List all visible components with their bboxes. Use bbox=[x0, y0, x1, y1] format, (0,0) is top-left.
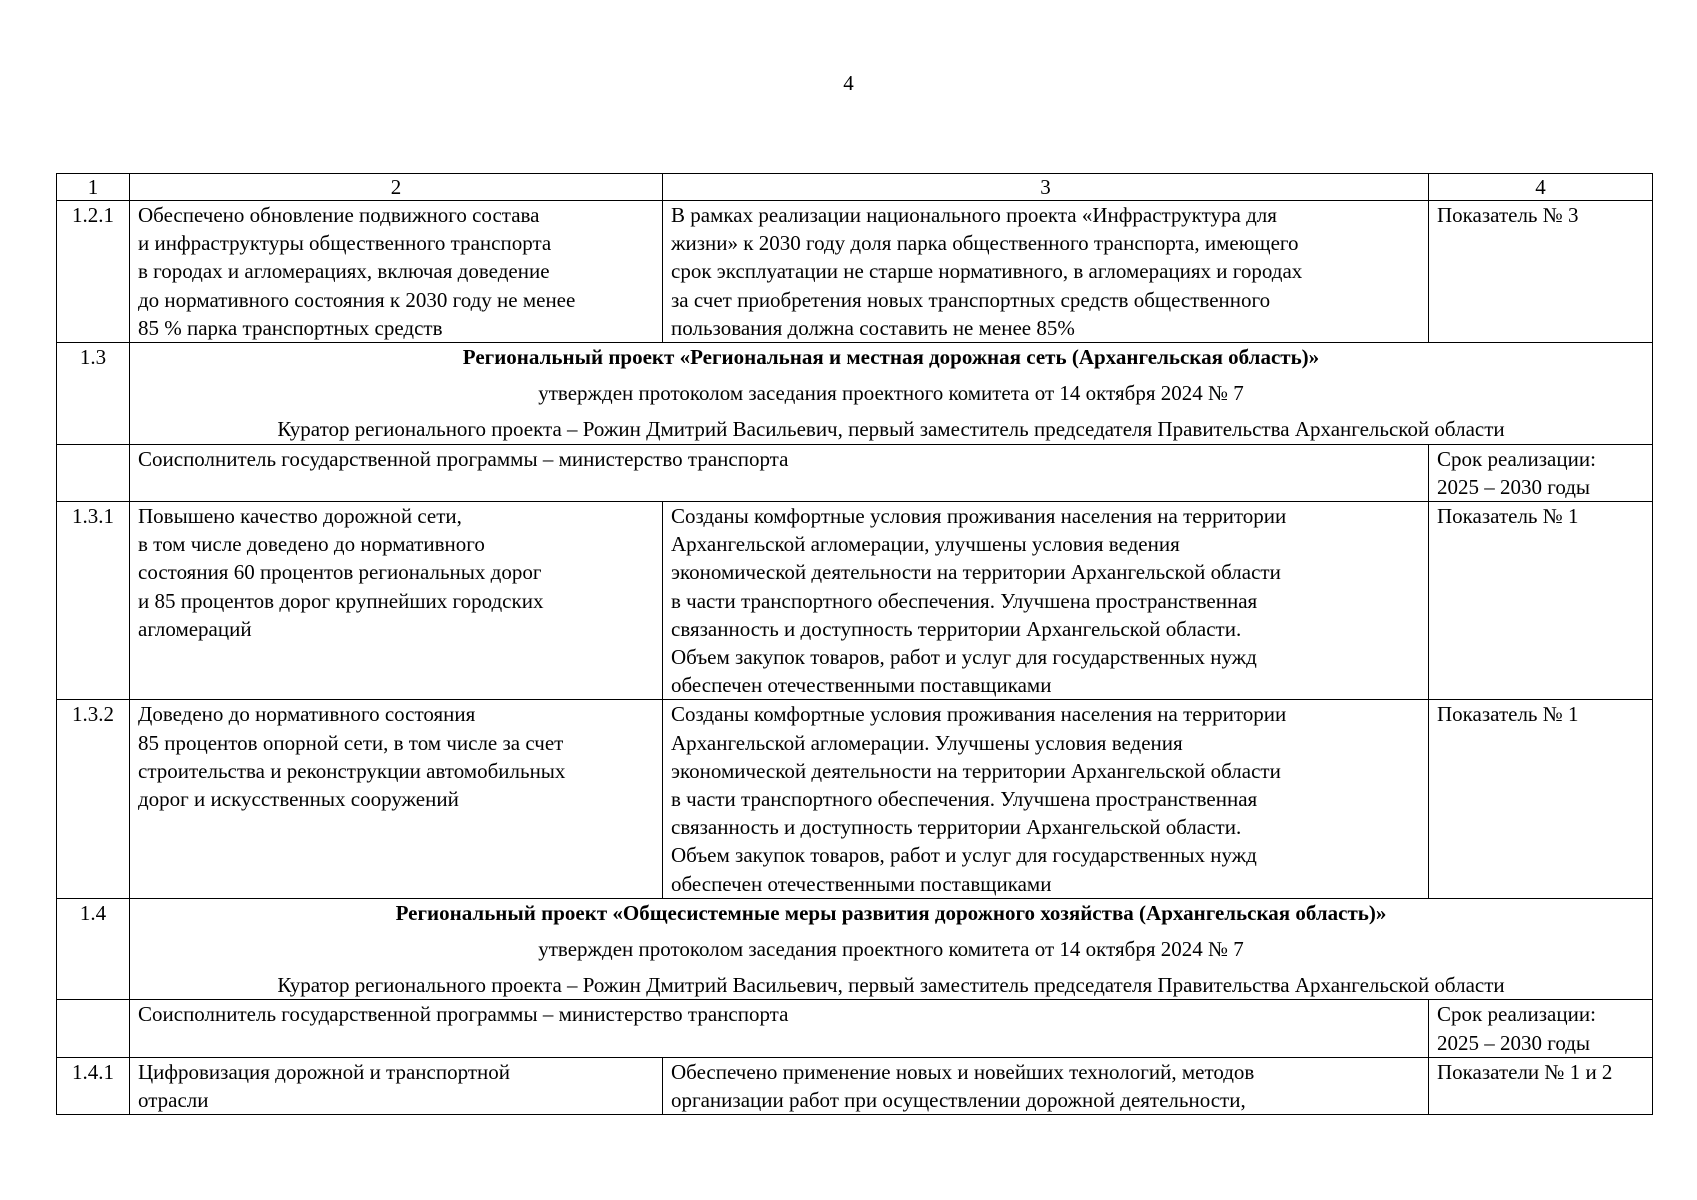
text-line: 2025 – 2030 годы bbox=[1437, 1030, 1591, 1055]
text-line: Объем закупок товаров, работ и услуг для государственных нужд bbox=[671, 843, 1257, 868]
table-row bbox=[57, 1057, 1653, 1114]
text-line: 85 процентов опорной сети, в том числе за счет bbox=[138, 730, 564, 755]
text-line: Архангельской агломерации, улучшены условия ведения bbox=[671, 532, 1180, 557]
table-row bbox=[57, 502, 1653, 700]
project-row bbox=[57, 343, 1653, 445]
task-description bbox=[130, 700, 663, 898]
indicator-link bbox=[1429, 700, 1653, 898]
text-line: в части транспортного обеспечения. Улучшена пространственная bbox=[671, 787, 1258, 812]
implementation-term bbox=[1429, 1000, 1653, 1057]
project-heading bbox=[130, 343, 1653, 445]
text-line: обеспечен отечественными поставщиками bbox=[671, 871, 1052, 896]
text-line: пользования должна составить не менее 85% bbox=[671, 315, 1075, 340]
text-line: агломераций bbox=[138, 616, 252, 641]
text-line: за счет приобретения новых транспортных средств общественного bbox=[671, 287, 1271, 312]
text-line: Показатель № 3 bbox=[1437, 203, 1579, 227]
task-description bbox=[130, 201, 663, 343]
indicator-link bbox=[1429, 201, 1653, 343]
project-title: Региональный проект «Региональная и местная дорожная сеть (Архангельская область)» bbox=[462, 345, 1320, 370]
text-line: экономической деятельности на территории Архангельской области bbox=[671, 560, 1281, 585]
expected-result bbox=[663, 700, 1429, 898]
text-line: 2025 – 2030 годы bbox=[1437, 474, 1591, 499]
text-line: и 85 процентов дорог крупнейших городских bbox=[138, 588, 544, 613]
expected-result bbox=[663, 502, 1429, 700]
text-line: Созданы комфортные условия проживания населения на территории bbox=[671, 702, 1287, 727]
text-line: отрасли bbox=[138, 1088, 209, 1113]
text-line: в том числе доведено до нормативного bbox=[138, 532, 485, 557]
text-line: Объем закупок товаров, работ и услуг для государственных нужд bbox=[671, 645, 1257, 670]
task-description bbox=[130, 1057, 663, 1114]
text-line: Показатели № 1 и 2 bbox=[1437, 1059, 1613, 1084]
text-line: Цифровизация дорожной и транспортной bbox=[138, 1059, 510, 1084]
row-number: 1.4 bbox=[57, 898, 130, 1000]
row-number: 1.4.1 bbox=[57, 1057, 130, 1114]
text-line: срок эксплуатации не старше нормативного, в агломерациях и городах bbox=[671, 259, 1303, 284]
coexecutor-row bbox=[57, 1000, 1653, 1057]
coexecutor-text: Соисполнитель государственной программы – министерство транспорта bbox=[130, 1000, 1429, 1057]
project-approval: утвержден протоколом заседания проектного комитета от 14 октября 2024 № 7 bbox=[538, 937, 1244, 962]
implementation-term bbox=[1429, 444, 1653, 501]
expected-result bbox=[663, 201, 1429, 343]
indicator-link bbox=[1429, 1057, 1653, 1114]
text-line: связанность и доступность территории Архангельской области. bbox=[671, 616, 1242, 641]
row-number: 1.3 bbox=[57, 343, 130, 445]
text-line: 85 % парка транспортных средств bbox=[138, 315, 443, 340]
header-col-2: 2 bbox=[130, 174, 663, 201]
text-line: Показатель № 1 bbox=[1437, 702, 1579, 727]
page-number: 4 bbox=[843, 71, 854, 95]
text-line: дорог и искусственных сооружений bbox=[138, 787, 459, 812]
text-line: связанность и доступность территории Архангельской области. bbox=[671, 815, 1242, 840]
text-line: экономической деятельности на территории Архангельской области bbox=[671, 758, 1281, 783]
text-line: жизни» к 2030 году доля парка общественного транспорта, имеющего bbox=[671, 231, 1299, 256]
text-line: Доведено до нормативного состояния bbox=[138, 702, 476, 727]
text-line: В рамках реализации национального проекта «Инфраструктура для bbox=[671, 203, 1277, 227]
text-line: Обеспечено обновление подвижного состава bbox=[138, 203, 540, 227]
empty-number-cell bbox=[57, 1000, 130, 1057]
text-line: и инфраструктуры общественного транспорта bbox=[138, 231, 552, 256]
text-line: Срок реализации: bbox=[1437, 446, 1596, 471]
text-line: Показатель № 1 bbox=[1437, 504, 1579, 529]
project-row bbox=[57, 898, 1653, 1000]
table-header-row bbox=[57, 174, 1653, 201]
text-line: Архангельской агломерации. Улучшены условия ведения bbox=[671, 730, 1183, 755]
text-line: Срок реализации: bbox=[1437, 1002, 1596, 1027]
empty-number-cell bbox=[57, 444, 130, 501]
table-row bbox=[57, 201, 1653, 343]
text-line: обеспечен отечественными поставщиками bbox=[671, 673, 1052, 698]
text-line: организации работ при осуществлении дорожной деятельности, bbox=[671, 1088, 1246, 1113]
header-col-1: 1 bbox=[57, 174, 130, 201]
task-description bbox=[130, 502, 663, 700]
project-curator: Куратор регионального проекта – Рожин Дмитрий Васильевич, первый заместитель председателя Правительства Архангельской области bbox=[277, 973, 1505, 998]
row-number: 1.2.1 bbox=[57, 201, 130, 343]
table-row bbox=[57, 700, 1653, 898]
header-col-3: 3 bbox=[663, 174, 1429, 201]
coexecutor-text: Соисполнитель государственной программы – министерство транспорта bbox=[130, 444, 1429, 501]
text-line: в части транспортного обеспечения. Улучшена пространственная bbox=[671, 588, 1258, 613]
project-title: Региональный проект «Общесистемные меры развития дорожного хозяйства (Архангельская область)» bbox=[395, 900, 1387, 925]
header-col-4: 4 bbox=[1429, 174, 1653, 201]
document-table bbox=[56, 173, 1653, 1115]
text-line: в городах и агломерациях, включая доведение bbox=[138, 259, 550, 284]
project-curator: Куратор регионального проекта – Рожин Дмитрий Васильевич, первый заместитель председателя Правительства Архангельской области bbox=[277, 417, 1505, 442]
text-line: Созданы комфортные условия проживания населения на территории bbox=[671, 504, 1287, 529]
row-number: 1.3.2 bbox=[57, 700, 130, 898]
row-number: 1.3.1 bbox=[57, 502, 130, 700]
indicator-link bbox=[1429, 502, 1653, 700]
coexecutor-row bbox=[57, 444, 1653, 501]
text-line: состояния 60 процентов региональных дорог bbox=[138, 560, 542, 585]
text-line: Обеспечено применение новых и новейших технологий, методов bbox=[671, 1059, 1255, 1084]
project-heading bbox=[130, 898, 1653, 1000]
project-approval: утвержден протоколом заседания проектного комитета от 14 октября 2024 № 7 bbox=[538, 381, 1244, 406]
text-line: строительства и реконструкции автомобильных bbox=[138, 758, 566, 783]
expected-result bbox=[663, 1057, 1429, 1114]
text-line: до нормативного состояния к 2030 году не менее bbox=[138, 287, 576, 312]
text-line: Повышено качество дорожной сети, bbox=[138, 504, 462, 529]
